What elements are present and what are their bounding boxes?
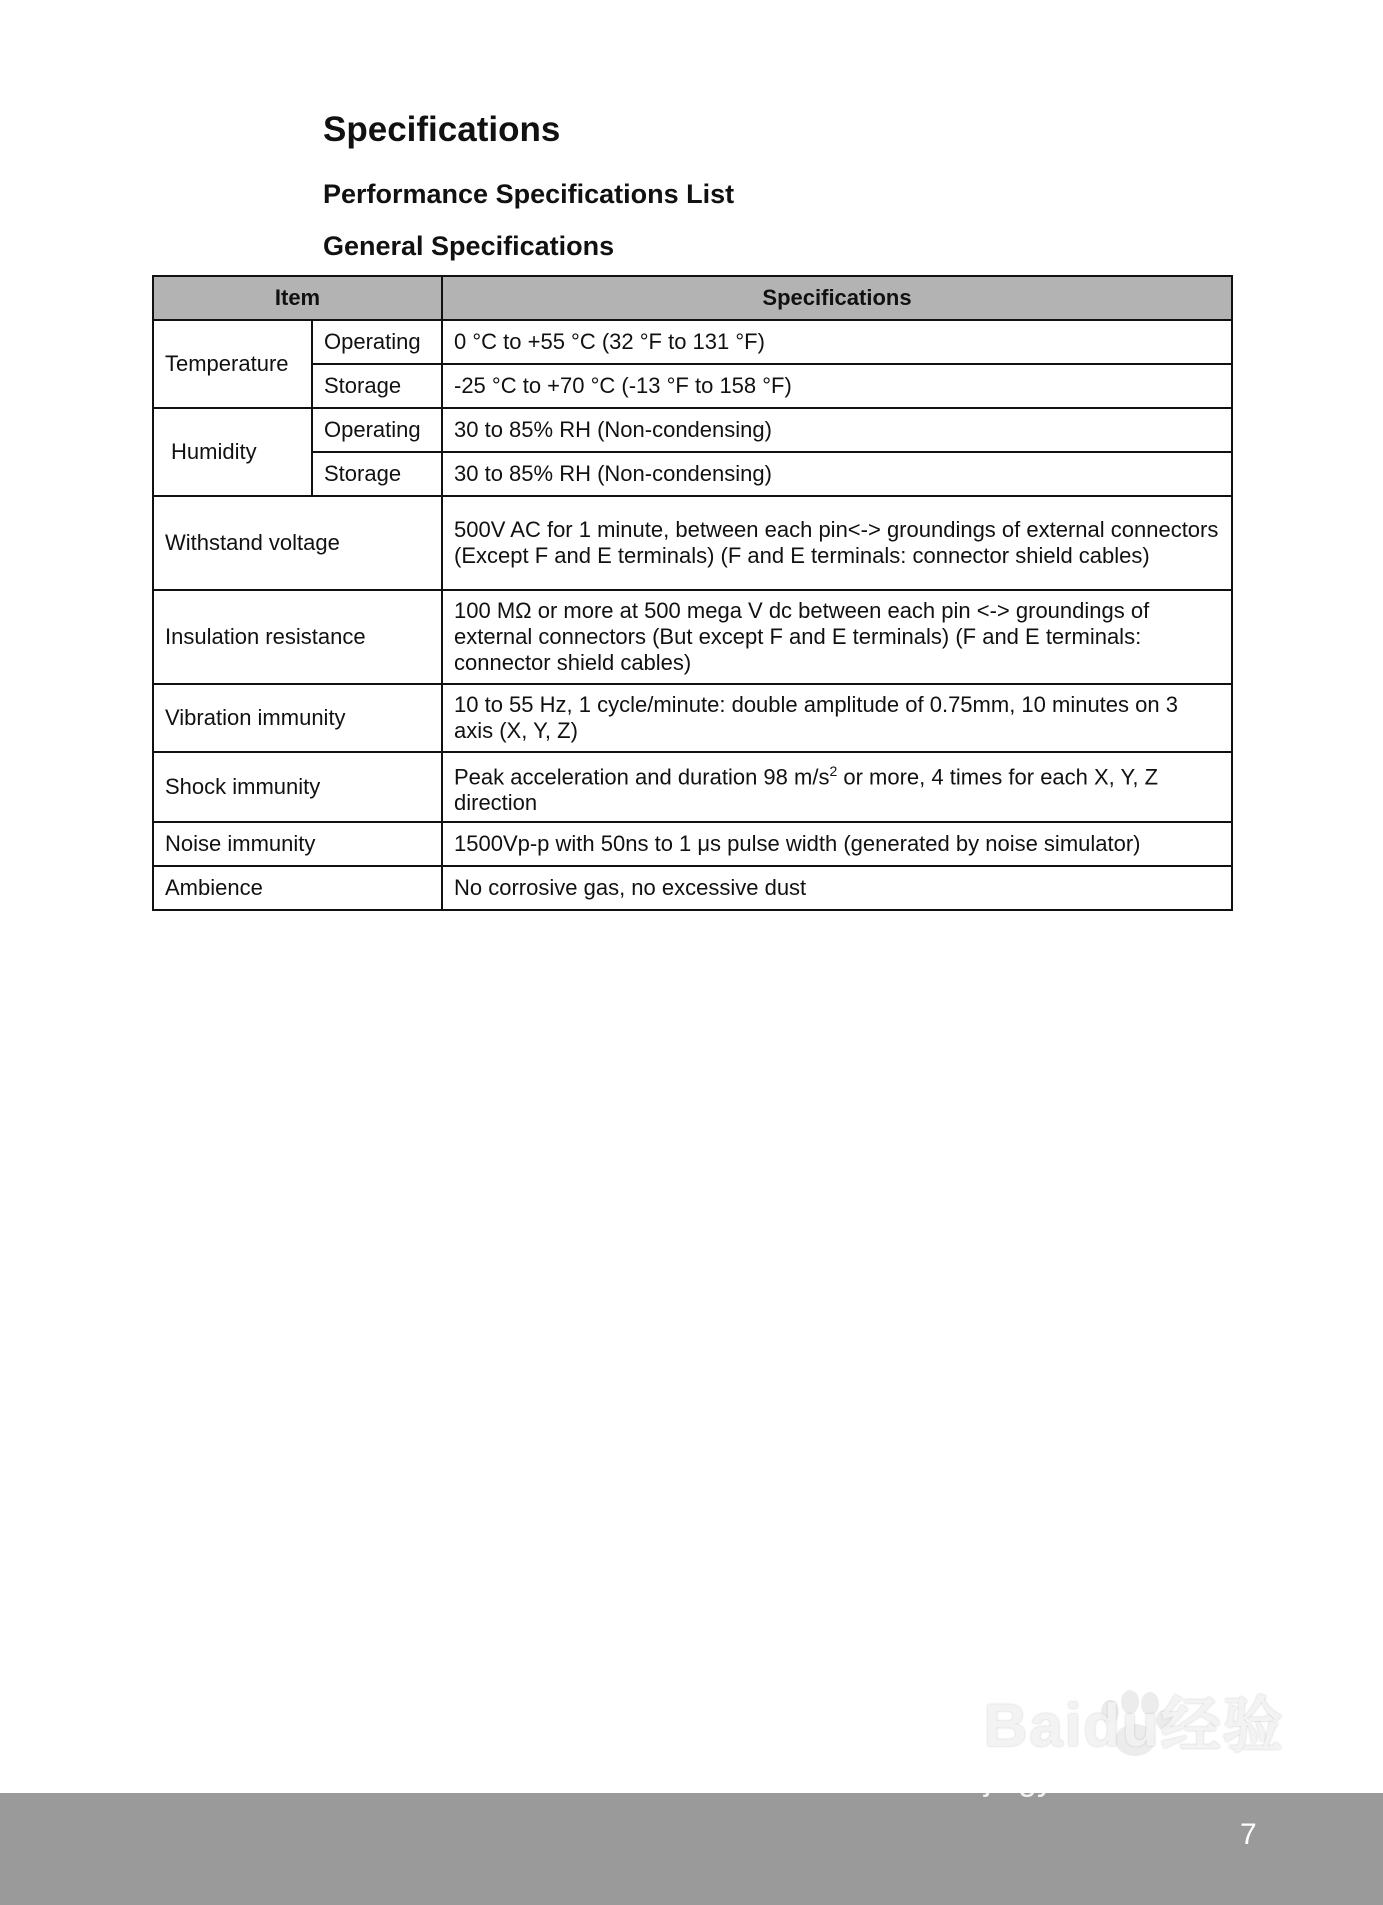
humidity-operating-value: 30 to 85% RH (Non-condensing) bbox=[442, 408, 1232, 452]
shock-immunity-label: Shock immunity bbox=[153, 752, 442, 822]
page-title: Specifications bbox=[323, 110, 561, 149]
page-number: 7 bbox=[1240, 1818, 1257, 1851]
table-row bbox=[153, 320, 1232, 364]
withstand-voltage-value bbox=[442, 496, 1232, 590]
shock-immunity-value bbox=[442, 752, 1232, 822]
general-specifications-table bbox=[152, 275, 1233, 911]
table-row bbox=[153, 408, 1232, 452]
baidu-watermark bbox=[984, 1692, 1285, 1801]
withstand-voltage-label: Withstand voltage bbox=[153, 496, 442, 590]
humidity-label: Humidity bbox=[153, 408, 312, 496]
ambience-label: Ambience bbox=[153, 866, 442, 910]
table-row bbox=[153, 496, 1232, 590]
humidity-storage-label: Storage bbox=[312, 452, 442, 496]
watermark-brand: Baidu经验 bbox=[984, 1692, 1285, 1759]
temperature-storage-label: Storage bbox=[312, 364, 442, 408]
temperature-storage-value: -25 °C to +70 °C (-13 °F to 158 °F) bbox=[442, 364, 1232, 408]
header-specifications: Specifications bbox=[442, 276, 1232, 320]
header-item: Item bbox=[153, 276, 442, 320]
humidity-storage-value: 30 to 85% RH (Non-condensing) bbox=[442, 452, 1232, 496]
footer-band bbox=[0, 1793, 1383, 1905]
shock-immunity-value-prefix: Peak acceleration and duration 98 m/s bbox=[454, 764, 830, 790]
temperature-operating-label: Operating bbox=[312, 320, 442, 364]
temperature-operating-value: 0 °C to +55 °C (32 °F to 131 °F) bbox=[442, 320, 1232, 364]
insulation-resistance-value: 100 MΩ or more at 500 mega V dc between each pin <-> groundings of external connectors (But except F and E terminals) (F and E terminals: connector shield cables) bbox=[442, 590, 1232, 684]
shock-immunity-superscript: 2 bbox=[829, 763, 838, 779]
temperature-label: Temperature bbox=[153, 320, 312, 408]
noise-immunity-value: 1500Vp-p with 50ns to 1 μs pulse width (generated by noise simulator) bbox=[442, 822, 1232, 866]
table-row bbox=[153, 866, 1232, 910]
vibration-immunity-value: 10 to 55 Hz, 1 cycle/minute: double amplitude of 0.75mm, 10 minutes on 3 axis (X, Y, Z) bbox=[442, 684, 1232, 752]
withstand-voltage-line2: (Except F and E terminals) (F and E terminals: connector shield cables) bbox=[454, 543, 1150, 568]
table-row bbox=[153, 364, 1232, 408]
vibration-immunity-label: Vibration immunity bbox=[153, 684, 442, 752]
shock-immunity-value-suffix: or more, 4 times for each X, Y, Z direction bbox=[454, 764, 1159, 816]
ambience-value: No corrosive gas, no excessive dust bbox=[442, 866, 1232, 910]
noise-immunity-label: Noise immunity bbox=[153, 822, 442, 866]
table-row bbox=[153, 752, 1232, 822]
withstand-voltage-line1: 500V AC for 1 minute, between each pin<-> groundings of external connectors bbox=[454, 517, 1219, 542]
insulation-resistance-label: Insulation resistance bbox=[153, 590, 442, 684]
table-row bbox=[153, 822, 1232, 866]
table-row bbox=[153, 684, 1232, 752]
table-header-row bbox=[153, 276, 1232, 320]
humidity-operating-label: Operating bbox=[312, 408, 442, 452]
table-row bbox=[153, 452, 1232, 496]
page-subtitle: Performance Specifications List bbox=[323, 179, 735, 209]
watermark-url: jingyan.baidu.com bbox=[984, 1760, 1259, 1798]
section-heading: General Specifications bbox=[323, 231, 615, 261]
table-row bbox=[153, 590, 1232, 684]
